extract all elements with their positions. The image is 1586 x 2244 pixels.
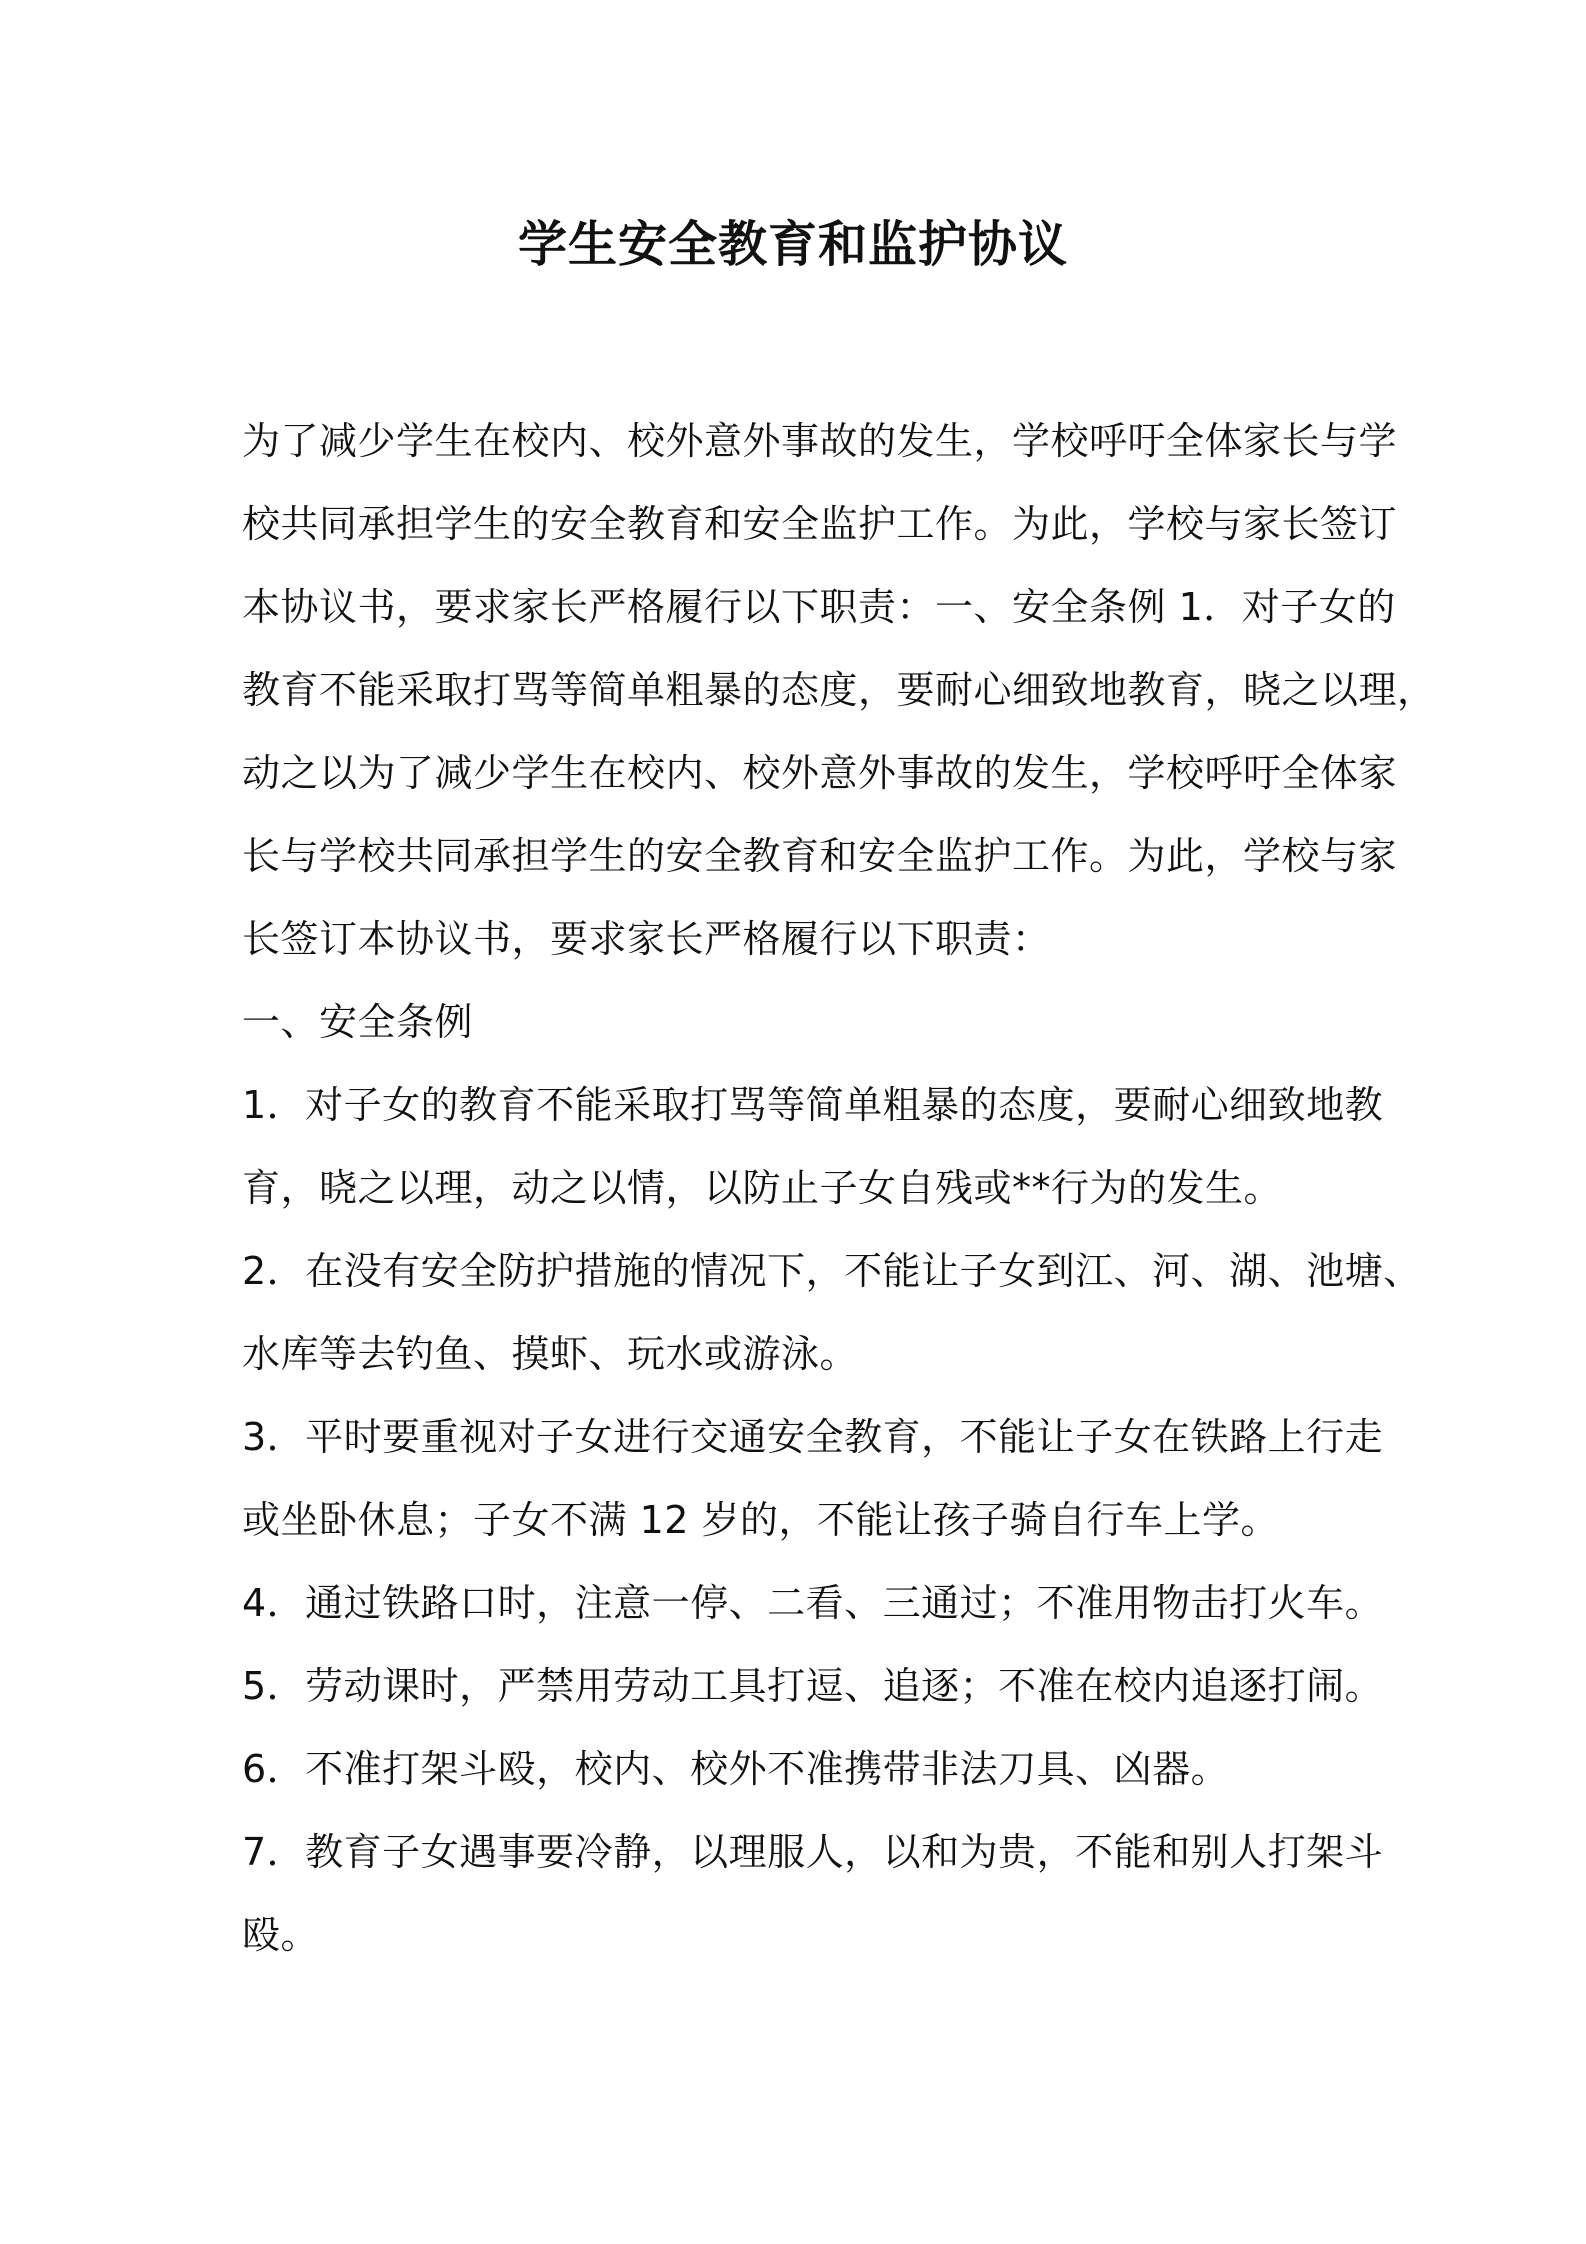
- list-item-line: 5．劳动课时，严禁用劳动工具打逗、追逐；不准在校内追逐打闹。: [242, 1664, 1384, 1708]
- body-line: 长与学校共同承担学生的安全教育和安全监护工作。为此，学校与家: [242, 834, 1398, 878]
- list-item-line: 1．对子女的教育不能采取打骂等简单粗暴的态度，要耐心细致地教: [242, 1083, 1384, 1127]
- document-body: [242, 400, 1436, 1977]
- body-line: 为了减少学生在校内、校外意外事故的发生，学校呼吁全体家长与学: [242, 419, 1398, 463]
- list-item-line: 或坐卧休息；子女不满 12 岁的，不能让孩子骑自行车上学。: [242, 1498, 1280, 1542]
- body-line: 长签订本协议书，要求家长严格履行以下职责：: [242, 917, 1051, 961]
- body-line: 校共同承担学生的安全教育和安全监护工作。为此，学校与家长签订: [242, 502, 1398, 546]
- list-item-line: 6．不准打架斗殴，校内、校外不准携带非法刀具、凶器。: [242, 1747, 1230, 1791]
- section-heading: 一、安全条例: [242, 1000, 474, 1044]
- list-item-line: 2．在没有安全防护措施的情况下，不能让子女到江、河、湖、池塘、: [242, 1249, 1422, 1293]
- body-line: 本协议书，要求家长严格履行以下职责：一、安全条例 1．对子女的: [242, 585, 1396, 629]
- list-item-line: 7．教育子女遇事要冷静，以理服人，以和为贵，不能和别人打架斗: [242, 1830, 1384, 1874]
- list-item-line: 水库等去钓鱼、摸虾、玩水或游泳。: [242, 1332, 859, 1376]
- list-item-line: 殴。: [242, 1913, 320, 1957]
- document-title: 学生安全教育和监护协议: [517, 216, 1068, 273]
- list-item-line: 3．平时要重视对子女进行交通安全教育，不能让子女在铁路上行走: [242, 1415, 1384, 1459]
- body-line: 教育不能采取打骂等简单粗暴的态度，要耐心细致地教育，晓之以理，: [242, 668, 1436, 712]
- body-line: 动之以为了减少学生在校内、校外意外事故的发生，学校呼吁全体家: [242, 751, 1398, 795]
- list-item-line: 育，晓之以理，动之以情，以防止子女自残或**行为的发生。: [242, 1166, 1283, 1210]
- list-item-line: 4．通过铁路口时，注意一停、二看、三通过；不准用物击打火车。: [242, 1581, 1384, 1625]
